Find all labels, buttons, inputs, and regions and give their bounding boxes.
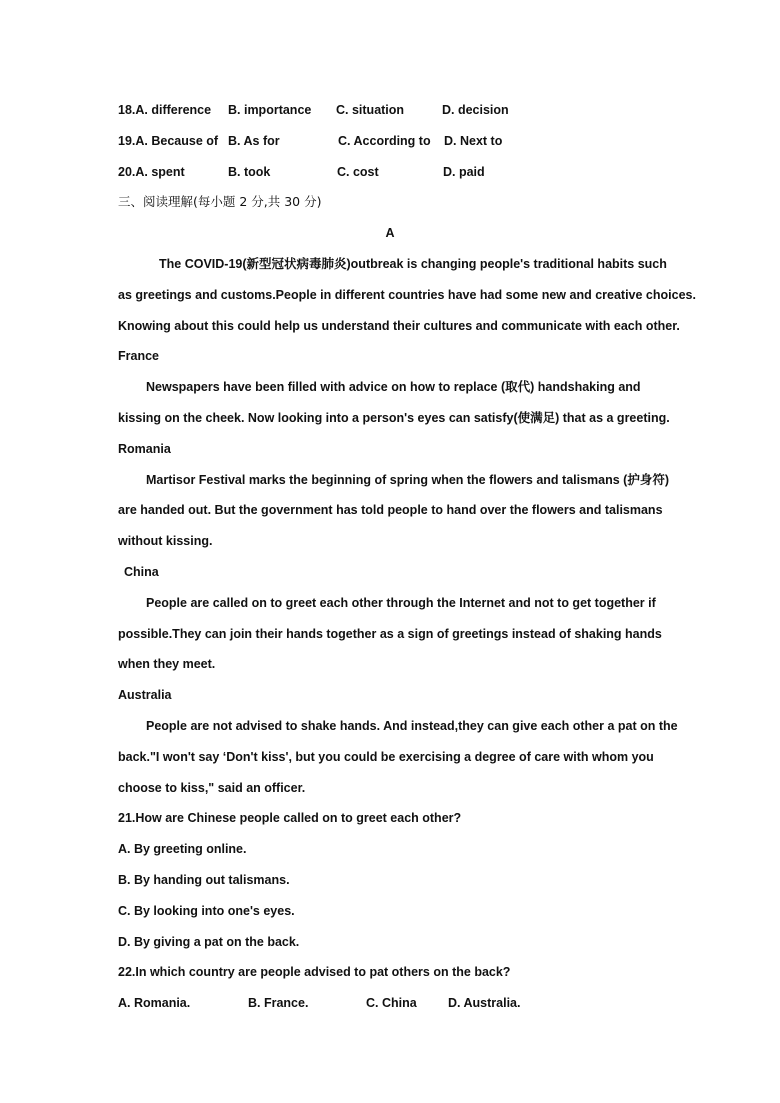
paragraph-line: kissing on the cheek. Now looking into a person's eyes can satisfy(使满足) that as a greeting. — [118, 410, 670, 425]
paragraph-line: choose to kiss," said an officer. — [118, 780, 306, 795]
intro-line: Knowing about this could help us understand their cultures and communicate with each other. — [118, 318, 680, 333]
country-heading-australia: Australia — [118, 688, 172, 703]
paragraph-line: possible.They can join their hands together as a sign of greetings instead of shaking hands — [118, 626, 662, 641]
option-c: C. According to — [338, 133, 431, 148]
option-c: C. cost — [337, 164, 379, 179]
question-18-options — [118, 102, 678, 133]
option-d: D. Australia. — [448, 996, 521, 1011]
option-a: 19.A. Because of — [118, 133, 219, 148]
question-21-option-a: A. By greeting online. — [118, 842, 247, 857]
question-21-option-b: B. By handing out talismans. — [118, 872, 290, 887]
question-19-options — [118, 133, 678, 164]
paragraph-line: Martisor Festival marks the beginning of spring when the flowers and talismans (护身符) — [146, 472, 670, 487]
paragraph-line: back."I won't say ‘Don't kiss', but you could be exercising a degree of care with whom you — [118, 749, 654, 764]
option-b: B. France. — [248, 996, 309, 1011]
country-heading-china: China — [124, 564, 159, 579]
option-d: D. decision — [442, 103, 509, 117]
paragraph-line: without kissing. — [118, 534, 213, 549]
intro-line: as greetings and customs.People in different countries have had some new and creative choices. — [118, 287, 696, 302]
question-20-options — [118, 164, 678, 195]
question-21-stem: 21.How are Chinese people called on to greet each other? — [118, 811, 462, 826]
document-page — [118, 102, 696, 1026]
question-22-stem: 22.In which country are people advised to pat others on the back? — [118, 965, 511, 980]
option-b: B. took — [228, 164, 271, 179]
option-a: A. Romania. — [118, 996, 191, 1011]
passage-label: A — [385, 226, 395, 241]
option-c: C. China — [366, 996, 417, 1011]
option-a: 18.A. difference — [118, 103, 212, 117]
option-c: C. situation — [336, 103, 405, 117]
country-heading-romania: Romania — [118, 441, 171, 456]
question-21-option-c: C. By looking into one's eyes. — [118, 903, 295, 918]
country-heading-france: France — [118, 349, 159, 364]
intro-line: The COVID-19(新型冠状病毒肺炎)outbreak is changing people's traditional habits such — [159, 256, 667, 271]
option-b: B. As for — [228, 133, 280, 148]
option-a: 20.A. spent — [118, 164, 185, 179]
paragraph-line: Newspapers have been filled with advice on how to replace (取代) handshaking and — [146, 380, 641, 395]
option-b: B. importance — [228, 103, 312, 117]
option-d: D. Next to — [444, 133, 503, 148]
section-title: 三、阅读理解(每小题 2 分,共 30 分) — [118, 194, 322, 210]
option-d: D. paid — [443, 164, 485, 179]
question-22-options — [118, 995, 678, 1026]
paragraph-line: when they meet. — [118, 657, 216, 672]
paragraph-line: People are called on to greet each other through the Internet and not to get together if — [146, 595, 656, 610]
paragraph-line: People are not advised to shake hands. And instead,they can give each other a pat on the — [146, 718, 678, 733]
question-21-option-d: D. By giving a pat on the back. — [118, 934, 300, 949]
paragraph-line: are handed out. But the government has told people to hand over the flowers and talismans — [118, 503, 663, 518]
